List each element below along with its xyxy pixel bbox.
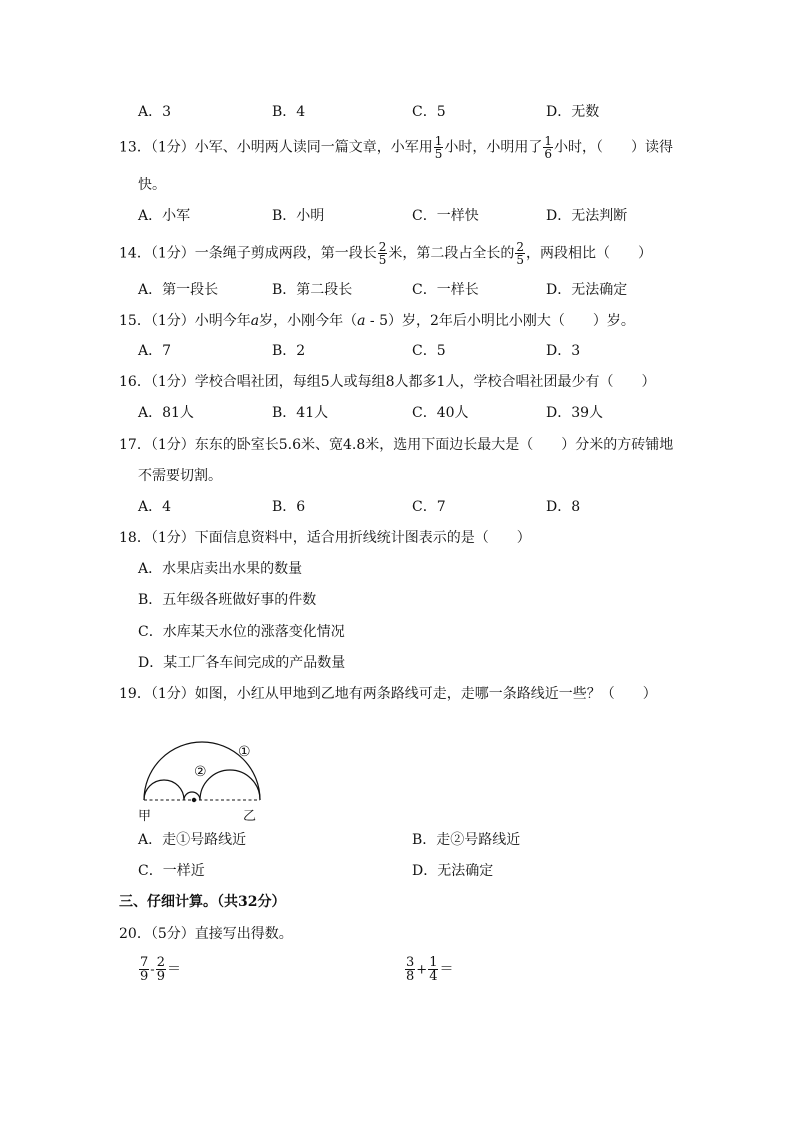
q19-option-d[interactable]: D．无法确定 <box>412 863 494 879</box>
q14-option-a[interactable]: A．第一段长 <box>138 282 219 298</box>
q20-stem: 20．（5分）直接写出得数。 <box>119 926 293 942</box>
q13-stem: 13．（1分）小军、小明两人读同一篇文章，小军用 $\frac{1}{5}$ 小时，小明用了 $\frac{1}{6}$ 小时，（ ）读得 <box>119 134 674 161</box>
q14-option-d[interactable]: D．无法确定 <box>546 282 628 298</box>
q18-option-c[interactable]: C．水库某天水位的涨落变化情况 <box>138 624 345 640</box>
q15-option-b[interactable]: B．2 <box>272 343 306 359</box>
q13-option-a[interactable]: A．小军 <box>138 208 191 224</box>
section-heading: 三、仔细计算。（共32分） <box>119 894 286 910</box>
q17-option-b[interactable]: B．6 <box>272 499 306 515</box>
route-2-arc-right <box>200 770 260 800</box>
route-2-arc-middle <box>184 792 200 800</box>
q15-option-c[interactable]: C．5 <box>412 343 446 359</box>
q16-option-c[interactable]: C．40人 <box>412 405 469 421</box>
q16-option-a[interactable]: A．81人 <box>138 405 194 421</box>
q14-option-b[interactable]: B．第二段长 <box>272 282 353 298</box>
fraction: $\frac{2}{5}$ <box>516 240 525 267</box>
q13-option-b[interactable]: B．小明 <box>272 208 325 224</box>
q15-stem: 15．（1分）小明今年a岁，小刚今年（a - 5）岁，2年后小明比小刚大（ ）岁。 <box>119 313 635 329</box>
q17-option-a[interactable]: A．4 <box>138 499 172 515</box>
q12-option-b[interactable]: B．4 <box>272 104 306 120</box>
fraction: $\frac{2}{9}$ <box>156 955 165 984</box>
route-2-label: ② <box>194 764 207 780</box>
q12-option-d[interactable]: D．无数 <box>546 104 600 120</box>
fraction: $\frac{1}{5}$ <box>434 134 443 161</box>
expression-1: $\frac{7}{9}$ - $\frac{2}{9}$ ＝ <box>140 955 181 984</box>
fraction: $\frac{1}{6}$ <box>544 134 553 161</box>
variable-a: a <box>250 313 260 329</box>
route-diagram <box>130 735 270 825</box>
q14-option-c[interactable]: C．一样长 <box>412 282 479 298</box>
q13-option-d[interactable]: D．无法判断 <box>546 208 628 224</box>
q19-option-a[interactable]: A．走①号路线近 <box>138 832 247 848</box>
q13-option-c[interactable]: C．一样快 <box>412 208 479 224</box>
fraction: $\frac{3}{8}$ <box>406 955 415 984</box>
route-1-label: ① <box>238 744 251 760</box>
q18-stem: 18．（1分）下面信息资料中，适合用折线统计图表示的是（ ） <box>119 530 531 546</box>
route-2-arc-left <box>144 780 184 800</box>
q18-option-b[interactable]: B．五年级各班做好事的件数 <box>138 592 317 608</box>
q19-option-c[interactable]: C．一样近 <box>138 863 205 879</box>
q18-option-d[interactable]: D．某工厂各车间完成的产品数量 <box>138 655 346 671</box>
center-point <box>192 798 196 802</box>
q17-stem: 17．（1分）东东的卧室长5.6米、宽4.8米，选用下面边长最大是（ ）分米的方砖铺地 <box>119 437 674 453</box>
q17-option-d[interactable]: D．8 <box>546 499 581 515</box>
fraction: $\frac{2}{5}$ <box>378 240 387 267</box>
q15-option-d[interactable]: D．3 <box>546 343 581 359</box>
q16-option-d[interactable]: D．39人 <box>546 405 604 421</box>
q13-stem-continued: 快。 <box>138 177 166 193</box>
q15-option-a[interactable]: A．7 <box>138 343 172 359</box>
variable-a: a <box>357 313 366 329</box>
q18-option-a[interactable]: A．水果店卖出水果的数量 <box>138 561 303 577</box>
q17-option-c[interactable]: C．7 <box>412 499 446 515</box>
end-label: 乙 <box>243 809 257 824</box>
expression-2: $\frac{3}{8}$ + $\frac{1}{4}$ ＝ <box>406 955 454 984</box>
q16-option-b[interactable]: B．41人 <box>272 405 329 421</box>
q16-stem: 16．（1分）学校合唱社团，每组5人或每组8人都多1人，学校合唱社团最少有（ ） <box>119 374 656 390</box>
fraction: $\frac{1}{4}$ <box>429 955 438 984</box>
q14-stem: 14．（1分）一条绳子剪成两段，第一段长 $\frac{2}{5}$ 米，第二段占全长的 $\frac{2}{5}$ ，两段相比（ ） <box>119 240 653 267</box>
fraction: $\frac{7}{9}$ <box>140 955 149 984</box>
q12-option-a[interactable]: A．3 <box>138 104 172 120</box>
start-label: 甲 <box>138 809 152 824</box>
q17-stem-continued: 不需要切割。 <box>138 468 222 484</box>
q19-option-b[interactable]: B．走②号路线近 <box>412 832 521 848</box>
q12-option-c[interactable]: C．5 <box>412 104 446 120</box>
q19-stem: 19．（1分）如图，小红从甲地到乙地有两条路线可走，走哪一条路线近一些？（ ） <box>119 686 657 702</box>
